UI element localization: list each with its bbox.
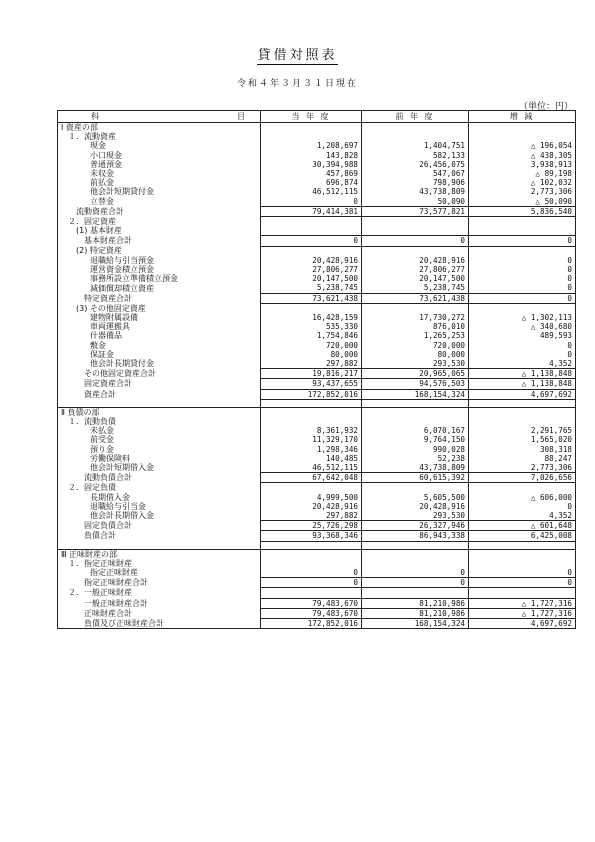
current-year-value: 0: [261, 568, 362, 578]
row-label: 退職給与引当預金: [58, 256, 261, 265]
row-label: 建物附属設備: [58, 313, 261, 322]
change-value: 4,697,692: [469, 619, 576, 629]
report-date: 令和４年３月３１日現在: [236, 79, 358, 89]
row-label: 流動負債合計: [58, 473, 261, 483]
current-year-value: 25,726,298: [261, 521, 362, 531]
table-row: [58, 132, 576, 141]
table-row: [58, 160, 576, 169]
table-row: [58, 265, 576, 274]
table-row: [58, 454, 576, 463]
previous-year-value: [362, 123, 469, 133]
table-row: [58, 588, 576, 598]
current-year-value: 720,000: [261, 341, 362, 350]
change-value: 0: [469, 502, 576, 511]
previous-year-value: 876,010: [362, 322, 469, 331]
previous-year-value: 1,265,253: [362, 331, 469, 340]
current-year-value: 5,238,745: [261, 283, 362, 293]
previous-year-value: 60,615,392: [362, 473, 469, 483]
row-label: 他会計短期貸付金: [58, 187, 261, 196]
change-value: [469, 417, 576, 426]
row-label: (2) 特定資産: [58, 246, 261, 256]
current-year-value: 143,828: [261, 151, 362, 160]
previous-year-value: [362, 559, 469, 568]
previous-year-value: 990,028: [362, 445, 469, 454]
current-year-value: 297,882: [261, 359, 362, 369]
current-year-value: [261, 123, 362, 133]
table-row: [58, 598, 576, 608]
current-year-value: 535,330: [261, 322, 362, 331]
previous-year-value: 0: [362, 568, 469, 578]
change-value: △ 89,198: [469, 169, 576, 178]
change-value: 0: [469, 350, 576, 359]
current-year-value: 20,147,500: [261, 274, 362, 283]
change-value: [469, 483, 576, 493]
table-row: [58, 169, 576, 178]
row-label: 他会計長期借入金: [58, 511, 261, 521]
current-year-value: 46,512,115: [261, 463, 362, 473]
current-year-value: [261, 559, 362, 568]
table-row: [58, 341, 576, 350]
table-row: [58, 407, 576, 417]
change-value: △ 340,680: [469, 322, 576, 331]
table-row: [58, 123, 576, 133]
change-value: 489,593: [469, 331, 576, 340]
current-year-value: 80,000: [261, 350, 362, 359]
table-row: [58, 463, 576, 473]
table-row: [58, 331, 576, 340]
change-value: △ 102,032: [469, 178, 576, 187]
change-value: △ 601,648: [469, 521, 576, 531]
previous-year-value: 20,428,916: [362, 502, 469, 511]
row-label: 運営資金積立預金: [58, 265, 261, 274]
row-label: (3) その他固定資産: [58, 303, 261, 313]
change-value: 7,026,656: [469, 473, 576, 483]
previous-year-value: 5,238,745: [362, 283, 469, 293]
row-label: ２．固定負債: [58, 483, 261, 493]
previous-year-value: 168,154,324: [362, 619, 469, 629]
change-value: [469, 132, 576, 141]
current-year-value: [261, 407, 362, 417]
current-year-value: 4,999,500: [261, 493, 362, 502]
row-label: その他固定資産合計: [58, 369, 261, 379]
current-year-value: 1,754,846: [261, 331, 362, 340]
table-row: [58, 531, 576, 541]
change-value: [469, 399, 576, 407]
row-label: 前払金: [58, 178, 261, 187]
table-row: [58, 256, 576, 265]
current-year-value: 79,483,670: [261, 608, 362, 618]
previous-year-value: [362, 303, 469, 313]
table-row: [58, 426, 576, 435]
change-value: 1,565,020: [469, 435, 576, 444]
change-value: [469, 541, 576, 549]
previous-year-value: [362, 246, 469, 256]
row-label: 他会計短期借入金: [58, 463, 261, 473]
row-label: Ⅱ 負債の部: [58, 407, 261, 417]
previous-year-value: 9,764,150: [362, 435, 469, 444]
table-row: [58, 608, 576, 618]
previous-year-value: 582,133: [362, 151, 469, 160]
current-year-value: 1,298,346: [261, 445, 362, 454]
previous-year-value: 81,210,986: [362, 598, 469, 608]
header-previous-year: 前 年 度: [362, 111, 469, 123]
row-label: 預り金: [58, 445, 261, 454]
current-year-value: [261, 483, 362, 493]
change-value: [469, 123, 576, 133]
table-row: [58, 293, 576, 303]
current-year-value: [261, 417, 362, 426]
current-year-value: 1,208,697: [261, 141, 362, 150]
unit-label: （単位：円）: [518, 102, 573, 112]
row-label: 資産合計: [58, 389, 261, 399]
table-row: [58, 389, 576, 399]
table-row: [58, 619, 576, 629]
row-label: 正味財産合計: [58, 608, 261, 618]
row-label: 保証金: [58, 350, 261, 359]
change-value: 2,773,306: [469, 463, 576, 473]
current-year-value: 46,512,115: [261, 187, 362, 196]
previous-year-value: 73,577,821: [362, 206, 469, 216]
row-label: 固定資産合計: [58, 379, 261, 389]
current-year-value: 19,816,217: [261, 369, 362, 379]
row-label: Ⅲ 正味財産の部: [58, 549, 261, 559]
change-value: [469, 588, 576, 598]
change-value: [469, 559, 576, 568]
balance-sheet-table: [57, 110, 576, 629]
change-value: 3,938,913: [469, 160, 576, 169]
change-value: [469, 217, 576, 227]
current-year-value: 27,806,277: [261, 265, 362, 274]
row-label: 立替金: [58, 197, 261, 207]
current-year-value: 93,368,346: [261, 531, 362, 541]
current-year-value: 172,852,016: [261, 389, 362, 399]
change-value: △ 438,305: [469, 151, 576, 160]
previous-year-value: 17,730,272: [362, 313, 469, 322]
change-value: △ 196,054: [469, 141, 576, 150]
row-label: 指定正味財産: [58, 568, 261, 578]
table-row: [58, 359, 576, 369]
change-value: 0: [469, 293, 576, 303]
row-label: 車両運搬具: [58, 322, 261, 331]
row-label: 長期借入金: [58, 493, 261, 502]
current-year-value: 16,428,159: [261, 313, 362, 322]
current-year-value: [261, 246, 362, 256]
previous-year-value: 52,238: [362, 454, 469, 463]
current-year-value: 79,414,381: [261, 206, 362, 216]
row-label: １．指定正味財産: [58, 559, 261, 568]
row-label: Ⅰ 資産の部: [58, 123, 261, 133]
header-change: 増 減: [469, 111, 576, 123]
change-value: [469, 246, 576, 256]
table-row: [58, 141, 576, 150]
previous-year-value: 73,621,438: [362, 293, 469, 303]
previous-year-value: 293,530: [362, 359, 469, 369]
change-value: △ 1,727,316: [469, 598, 576, 608]
table-row: [58, 187, 576, 196]
change-value: 0: [469, 283, 576, 293]
change-value: 0: [469, 274, 576, 283]
header-item: 科 目: [58, 111, 261, 123]
table-row: [58, 417, 576, 426]
change-value: △ 1,727,316: [469, 608, 576, 618]
table-row: [58, 151, 576, 160]
previous-year-value: 81,210,986: [362, 608, 469, 618]
previous-year-value: 168,154,324: [362, 389, 469, 399]
row-label: 什器備品: [58, 331, 261, 340]
table-row: [58, 502, 576, 511]
row-label: 負債合計: [58, 531, 261, 541]
current-year-value: 0: [261, 578, 362, 588]
change-value: 2,773,306: [469, 187, 576, 196]
current-year-value: [261, 541, 362, 549]
current-year-value: 0: [261, 236, 362, 246]
header-current-year: 当 年 度: [261, 111, 362, 123]
previous-year-value: 293,530: [362, 511, 469, 521]
previous-year-value: 20,428,916: [362, 256, 469, 265]
row-label: 労働保険料: [58, 454, 261, 463]
table-row: [58, 226, 576, 236]
change-value: 88,247: [469, 454, 576, 463]
current-year-value: 696,874: [261, 178, 362, 187]
previous-year-value: [362, 541, 469, 549]
row-label: 流動資産合計: [58, 206, 261, 216]
table-row: [58, 473, 576, 483]
change-value: △ 50,090: [469, 197, 576, 207]
current-year-value: 73,621,438: [261, 293, 362, 303]
previous-year-value: 26,456,075: [362, 160, 469, 169]
row-label: 未収金: [58, 169, 261, 178]
previous-year-value: 0: [362, 236, 469, 246]
table-row: [58, 521, 576, 531]
table-row: [58, 217, 576, 227]
change-value: 4,352: [469, 359, 576, 369]
table-row: [58, 197, 576, 207]
current-year-value: [261, 588, 362, 598]
row-label: ２．固定資産: [58, 217, 261, 227]
previous-year-value: 43,738,809: [362, 187, 469, 196]
table-row: [58, 206, 576, 216]
change-value: 0: [469, 341, 576, 350]
previous-year-value: [362, 132, 469, 141]
previous-year-value: [362, 549, 469, 559]
table-row: [58, 549, 576, 559]
row-label: [58, 399, 261, 407]
row-label: 特定資産合計: [58, 293, 261, 303]
change-value: [469, 303, 576, 313]
row-label: 現金: [58, 141, 261, 150]
change-value: 308,318: [469, 445, 576, 454]
previous-year-value: 0: [362, 578, 469, 588]
change-value: 6,425,008: [469, 531, 576, 541]
current-year-value: 0: [261, 197, 362, 207]
previous-year-value: [362, 226, 469, 236]
row-label: 固定負債合計: [58, 521, 261, 531]
current-year-value: [261, 132, 362, 141]
previous-year-value: 50,090: [362, 197, 469, 207]
change-value: △ 1,138,848: [469, 369, 576, 379]
current-year-value: 20,428,916: [261, 502, 362, 511]
previous-year-value: 6,070,167: [362, 426, 469, 435]
row-label: (1) 基本財産: [58, 226, 261, 236]
current-year-value: 11,329,170: [261, 435, 362, 444]
current-year-value: [261, 549, 362, 559]
row-label: 指定正味財産合計: [58, 578, 261, 588]
table-row: [58, 511, 576, 521]
current-year-value: [261, 303, 362, 313]
row-label: 一般正味財産合計: [58, 598, 261, 608]
change-value: 0: [469, 256, 576, 265]
change-value: △ 1,302,113: [469, 313, 576, 322]
previous-year-value: 720,000: [362, 341, 469, 350]
row-label: 未払金: [58, 426, 261, 435]
row-label: 減価償却積立資産: [58, 283, 261, 293]
change-value: [469, 226, 576, 236]
change-value: 0: [469, 265, 576, 274]
previous-year-value: 86,943,338: [362, 531, 469, 541]
table-row: [58, 313, 576, 322]
previous-year-value: 798,906: [362, 178, 469, 187]
row-label: 小口現金: [58, 151, 261, 160]
current-year-value: 20,428,916: [261, 256, 362, 265]
table-row: [58, 369, 576, 379]
previous-year-value: 27,806,277: [362, 265, 469, 274]
current-year-value: 93,437,655: [261, 379, 362, 389]
row-label: 普通預金: [58, 160, 261, 169]
change-value: 4,697,692: [469, 389, 576, 399]
previous-year-value: [362, 588, 469, 598]
change-value: 4,352: [469, 511, 576, 521]
previous-year-value: 5,605,500: [362, 493, 469, 502]
change-value: [469, 407, 576, 417]
table-row: [58, 578, 576, 588]
previous-year-value: [362, 399, 469, 407]
current-year-value: 457,869: [261, 169, 362, 178]
current-year-value: 172,852,016: [261, 619, 362, 629]
table-row: [58, 178, 576, 187]
current-year-value: [261, 226, 362, 236]
change-value: △ 1,138,848: [469, 379, 576, 389]
previous-year-value: [362, 417, 469, 426]
row-label: ２．一般正味財産: [58, 588, 261, 598]
current-year-value: 30,394,988: [261, 160, 362, 169]
table-row: [58, 559, 576, 568]
previous-year-value: 80,000: [362, 350, 469, 359]
table-row: [58, 379, 576, 389]
change-value: 5,836,540: [469, 206, 576, 216]
table-row: [58, 246, 576, 256]
previous-year-value: 20,147,500: [362, 274, 469, 283]
table-row: [58, 435, 576, 444]
table-row: [58, 283, 576, 293]
previous-year-value: [362, 407, 469, 417]
previous-year-value: [362, 483, 469, 493]
row-label: 前受金: [58, 435, 261, 444]
table-row: [58, 322, 576, 331]
row-label: １．流動負債: [58, 417, 261, 426]
current-year-value: 297,882: [261, 511, 362, 521]
change-value: △ 606,000: [469, 493, 576, 502]
row-label: 基本財産合計: [58, 236, 261, 246]
table-row: [58, 350, 576, 359]
current-year-value: 8,361,932: [261, 426, 362, 435]
previous-year-value: 1,404,751: [362, 141, 469, 150]
previous-year-value: 94,576,503: [362, 379, 469, 389]
row-label: 他会計長期貸付金: [58, 359, 261, 369]
current-year-value: [261, 399, 362, 407]
row-label: 敷金: [58, 341, 261, 350]
previous-year-value: 547,067: [362, 169, 469, 178]
change-value: 0: [469, 578, 576, 588]
table-row: [58, 399, 576, 407]
change-value: 0: [469, 236, 576, 246]
current-year-value: 140,485: [261, 454, 362, 463]
current-year-value: [261, 217, 362, 227]
previous-year-value: [362, 217, 469, 227]
table-row: [58, 568, 576, 578]
row-label: 事務所設立準備積立預金: [58, 274, 261, 283]
table-row: [58, 493, 576, 502]
document-title: 貸借対照表: [257, 48, 338, 63]
previous-year-value: 20,965,065: [362, 369, 469, 379]
previous-year-value: 43,738,809: [362, 463, 469, 473]
row-label: [58, 541, 261, 549]
header-row: [58, 111, 576, 123]
previous-year-value: 26,327,946: [362, 521, 469, 531]
change-value: [469, 549, 576, 559]
current-year-value: 79,483,670: [261, 598, 362, 608]
table-row: [58, 445, 576, 454]
row-label: 退職給与引当金: [58, 502, 261, 511]
row-label: １．流動資産: [58, 132, 261, 141]
current-year-value: 67,642,048: [261, 473, 362, 483]
change-value: 2,291,765: [469, 426, 576, 435]
table-row: [58, 236, 576, 246]
table-row: [58, 274, 576, 283]
table-row: [58, 483, 576, 493]
table-row: [58, 541, 576, 549]
table-row: [58, 303, 576, 313]
row-label: 負債及び正味財産合計: [58, 619, 261, 629]
change-value: 0: [469, 568, 576, 578]
